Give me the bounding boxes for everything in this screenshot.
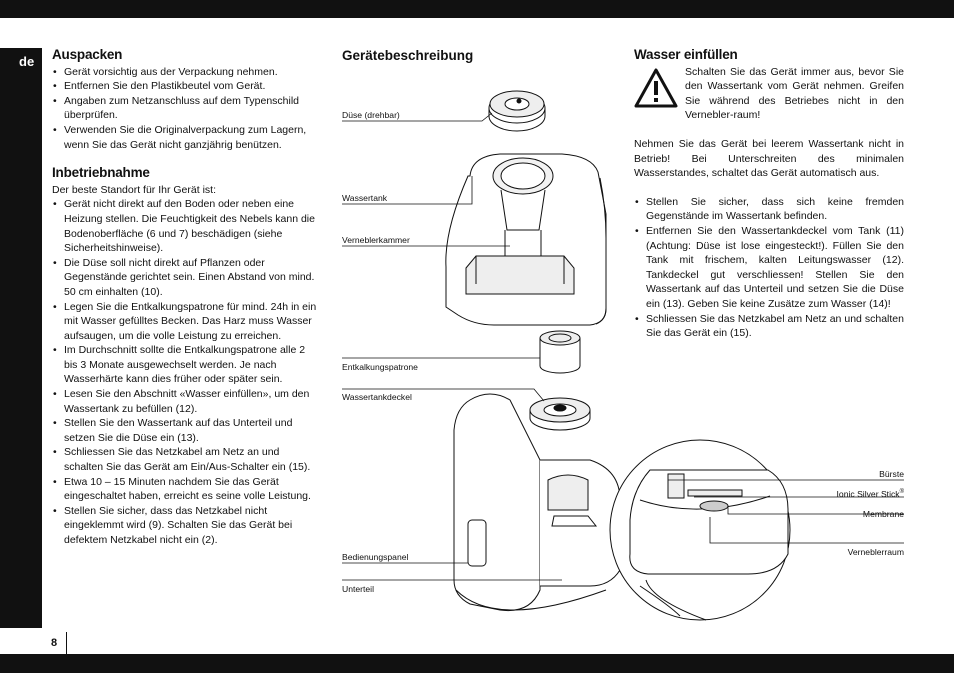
label-entkalkungspatrone: Entkalkungspatrone bbox=[342, 362, 418, 372]
language-label: de bbox=[19, 54, 35, 69]
bottom-bar bbox=[0, 654, 954, 673]
label-ionic-silver-stick: Ionic Silver Stick® bbox=[836, 488, 904, 499]
list-item: • Die Düse soll nicht direkt auf Pflanzen oder Gegenstände gerichtet sein. Einen Abstand von mind. 50 cm einhalten (10). bbox=[52, 256, 320, 300]
label-duese: Düse (drehbar) bbox=[342, 110, 400, 120]
label-verneblerraum: Verneblerraum bbox=[847, 547, 904, 557]
list-item: • Schliessen Sie das Netzkabel am Netz an und schalten Sie das Gerät am Ein/Aus-Schalter ein (15). bbox=[52, 445, 320, 474]
section-title-geraetebeschreibung: Gerätebeschreibung bbox=[342, 48, 474, 63]
water-tank-drawing bbox=[446, 154, 606, 325]
wasser-list bbox=[634, 195, 904, 341]
list-item: • Verwenden Sie die Originalverpackung zum Lagern, wenn Sie das Gerät nicht ganzjährig benützen. bbox=[52, 123, 320, 152]
label-bedienungspanel: Bedienungspanel bbox=[342, 552, 409, 562]
list-item: • Stellen Sie sicher, dass das Netzkabel nicht eingeklemmt wird (9). Schalten Sie das Gerät bei defektem Netzkabel nicht ein (2). bbox=[52, 504, 320, 548]
label-wassertankdeckel: Wassertankdeckel bbox=[342, 392, 412, 402]
list-item: • Etwa 10 – 15 Minuten nachdem Sie das Gerät eingeschaltet haben, erreicht es seine volle Leistung. bbox=[52, 475, 320, 504]
list-item: • Angaben zum Netzanschluss auf dem Typenschild überprüfen. bbox=[52, 94, 320, 123]
list-item: • Legen Sie die Entkalkungspatrone für mind. 24h in ein mit Wasser gefülltes Becken. Das Harz muss Wasser aufsaugen, um die volle Leistung zu erreichen. bbox=[52, 300, 320, 344]
list-item: • Schliessen Sie das Netzkabel am Netz an und schalten Sie das Gerät ein (15). bbox=[634, 312, 904, 341]
wasser-paragraph: Nehmen Sie das Gerät bei leerem Wassertank nicht in Betrieb! Bei Unterschreiten des minimalen Wasserstandes, schaltet das Gerät automatisch aus. bbox=[634, 137, 904, 180]
list-item: • Entfernen Sie den Wassertankdeckel vom Tank (11) (Achtung: Düse ist lose eingesteckt!). Füllen Sie den Tank mit frischem, kalten Leitungswasser (12). Tankdeckel gut verschliessen! Stellen Sie den Wassertank auf das Unterteil und setzen Sie die Düse ein (13). Geben Sie keine Zusätze zum Wasser (14)! bbox=[634, 224, 904, 312]
label-verneblerkammer: Verneblerkammer bbox=[342, 235, 410, 245]
nozzle-drawing bbox=[489, 91, 545, 131]
section-title-inbetriebnahme: Inbetriebnahme bbox=[52, 165, 150, 181]
warning-text: Schalten Sie das Gerät immer aus, bevor Sie den Wassertank vom Gerät nehmen. Greifen Sie während des Betriebes nicht in den Vernebler-raum! bbox=[685, 65, 904, 122]
list-item: • Stellen Sie den Wassertank auf das Unterteil und setzen Sie die Düse ein (13). bbox=[52, 416, 320, 445]
label-buerste: Bürste bbox=[879, 469, 904, 479]
section-title-auspacken: Auspacken bbox=[52, 47, 123, 62]
page-number: 8 bbox=[42, 632, 67, 654]
list-item: • Gerät nicht direkt auf den Boden oder neben eine Heizung stellen. Die Feuchtigkeit des Nebels kann die Bodenoberfläche (6 und 7) beschädigen (siehe Sicherheitshinweise). bbox=[52, 197, 320, 255]
list-item: • Entfernen Sie den Plastikbeutel vom Gerät. bbox=[52, 79, 320, 94]
right-column bbox=[634, 48, 904, 341]
label-membrane: Membrane bbox=[862, 509, 904, 519]
inbetriebnahme-intro: Der beste Standort für Ihr Gerät ist: bbox=[52, 183, 216, 196]
list-item: • Gerät vorsichtig aus der Verpackung nehmen. bbox=[52, 65, 320, 80]
label-unterteil: Unterteil bbox=[342, 584, 374, 594]
warning-icon bbox=[634, 68, 678, 108]
label-wassertank: Wassertank bbox=[342, 193, 388, 203]
section-title-wasser: Wasser einfüllen bbox=[634, 47, 738, 62]
list-item: • Lesen Sie den Abschnitt «Wasser einfüllen», um den Wassertank zu befüllen (12). bbox=[52, 387, 320, 416]
main-unit-drawing bbox=[454, 394, 620, 611]
detail-circle-drawing bbox=[610, 440, 790, 620]
list-item: • Stellen Sie sicher, dass sich keine fremden Gegenstände im Wassertank befinden. bbox=[634, 195, 904, 224]
tank-lid-drawing bbox=[530, 398, 590, 430]
list-item: • Im Durchschnitt sollte die Entkalkungspatrone alle 2 bis 3 Monate ausgewechselt werden. Je nach Wasserhärte kann dies früher oder später sein. bbox=[52, 343, 320, 387]
cartridge-drawing bbox=[540, 331, 580, 373]
